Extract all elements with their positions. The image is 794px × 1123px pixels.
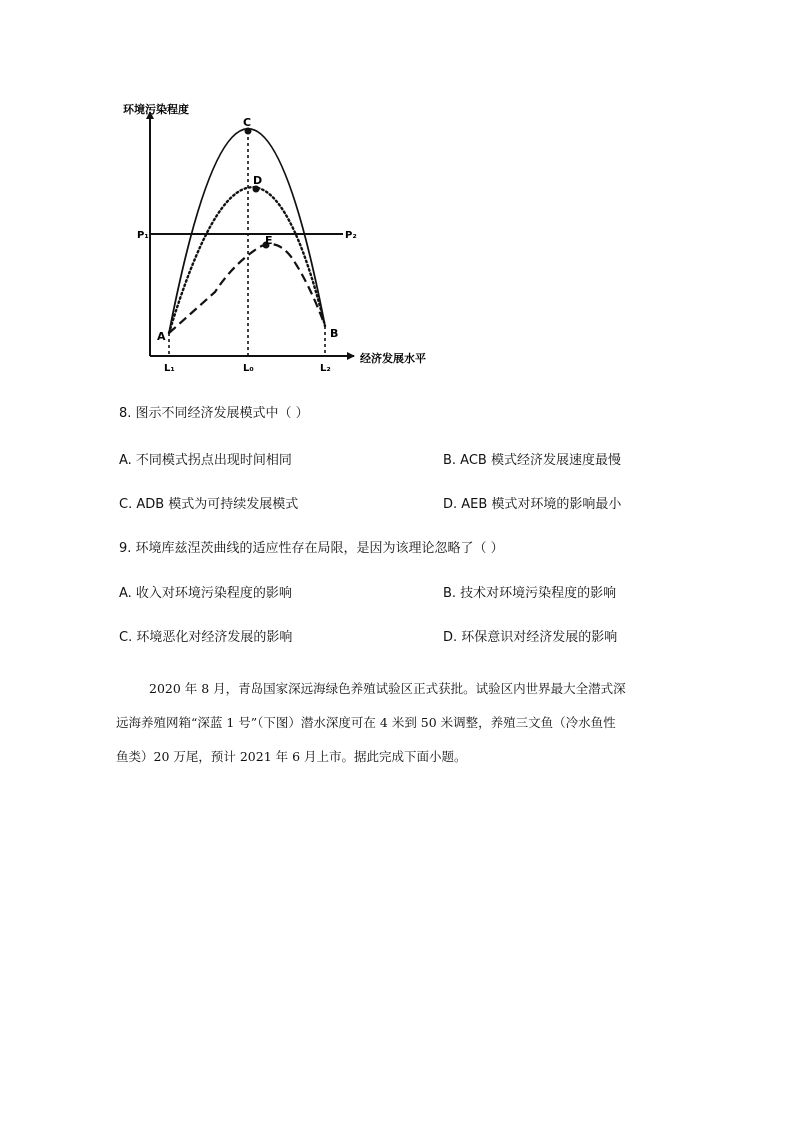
threshold-label-p2: P₂ (345, 230, 357, 241)
point-label-a: A (157, 330, 166, 343)
point-label-d: D (253, 174, 263, 187)
question-9-option-a[interactable]: A. 收入对环境污染程度的影响 (119, 586, 292, 601)
curve-acb (169, 129, 325, 333)
x-axis-label: 经济发展水平 (360, 352, 426, 365)
threshold-label-p1: P₁ (137, 230, 149, 241)
x-tick-l1: L₁ (164, 363, 175, 374)
ekc-chart (0, 0, 794, 400)
reading-passage (116, 672, 676, 774)
point-label-b: B (330, 327, 339, 340)
x-tick-l2: L₂ (320, 363, 331, 374)
passage-line-3: 鱼类）20 万尾，预计 2021 年 6 月上市。据此完成下面小题。 (116, 749, 467, 764)
x-tick-l0: L₀ (243, 363, 254, 374)
question-8-option-b[interactable]: B. ACB 模式经济发展速度最慢 (443, 453, 621, 468)
question-8-option-c[interactable]: C. ADB 模式为可持续发展模式 (119, 497, 299, 512)
question-9-option-b[interactable]: B. 技术对环境污染程度的影响 (443, 586, 617, 601)
question-9-option-c[interactable]: C. 环境恶化对经济发展的影响 (119, 630, 293, 645)
y-axis-label: 环境污染程度 (123, 103, 189, 116)
curve-aeb (169, 244, 325, 333)
passage-line-1: 2020 年 8 月，青岛国家深远海绿色养殖试验区正式获批。试验区内世界最大全潜式深 (149, 681, 626, 696)
point-label-e: E (265, 234, 273, 247)
question-8-option-a[interactable]: A. 不同模式拐点出现时间相同 (119, 453, 292, 468)
question-9-stem: 9. 环境库兹涅茨曲线的适应性存在局限，是因为该理论忽略了（ ） (119, 541, 504, 556)
question-8-option-d[interactable]: D. AEB 模式对环境的影响最小 (443, 497, 622, 512)
question-8-stem: 8. 图示不同经济发展模式中（ ） (119, 406, 309, 421)
question-9-option-d[interactable]: D. 环保意识对经济发展的影响 (443, 630, 618, 645)
point-label-c: C (243, 116, 252, 129)
passage-line-2: 远海养殖网箱“深蓝 1 号”（下图）潜水深度可在 4 米到 50 米调整，养殖三文鱼（冷水鱼性 (116, 715, 616, 730)
environmental-kuznets-curve-figure (0, 0, 794, 400)
